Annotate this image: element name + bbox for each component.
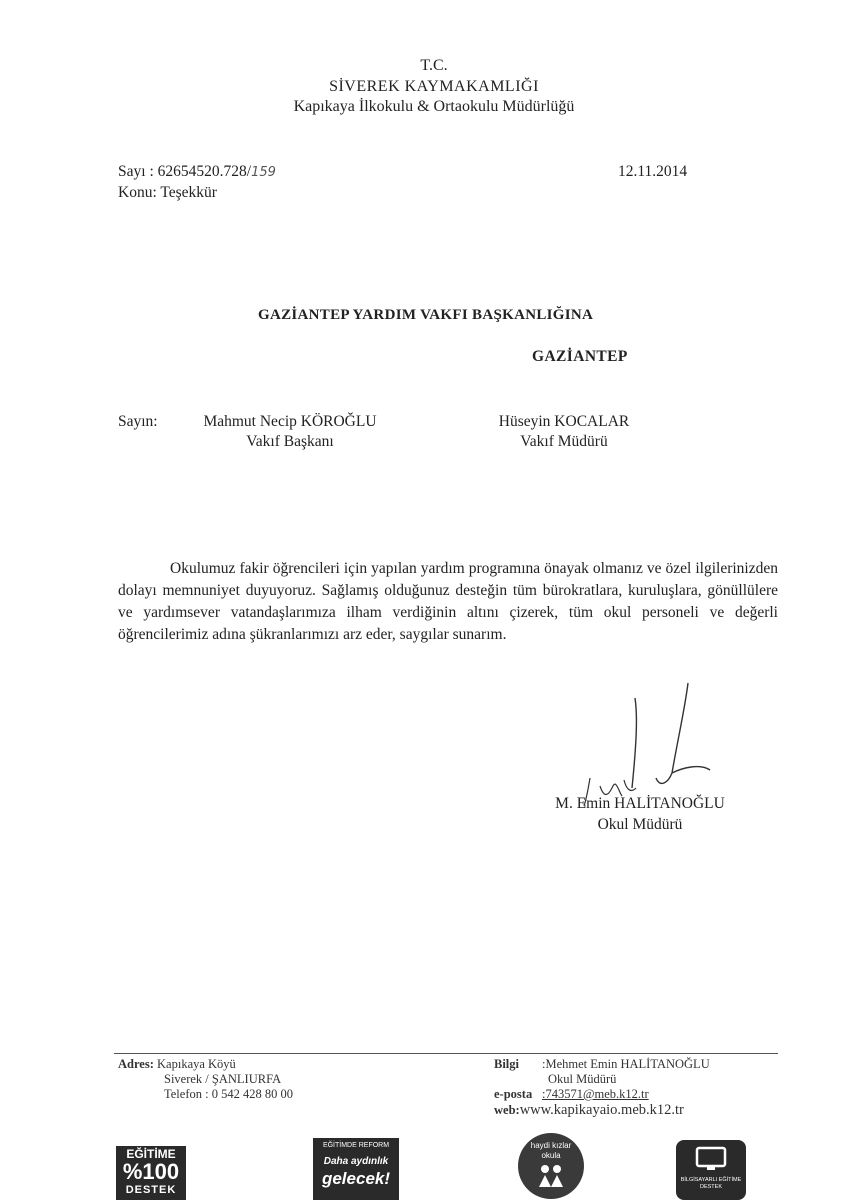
- bilgi-value: :Mehmet Emin HALİTANOĞLU: [542, 1057, 710, 1071]
- recipient-city: GAZİANTEP: [532, 348, 628, 365]
- signatory: [540, 795, 740, 834]
- letter-body: Okulumuz fakir öğrencileri için yapılan yardım programına önayak olmanız ve özel ilgilerinizden dolayı memnuniyet duyuyoruz. Sağlamış olduğunuz desteğin tüm bürokratlara, kuruluşlara, gönüllülere ve yardımsever vatandaşlarımıza ilham verdiğinin altını çizerek, tüm okul personeli ve değerli öğrencilerimiz adına şükranlarımızı arz eder, saygılar sunarım.: [118, 560, 778, 643]
- footer-divider: [114, 1053, 778, 1054]
- signatory-name: M. Emin HALİTANOĞLU: [555, 795, 725, 812]
- footer-address: [118, 1057, 293, 1102]
- logo1-line2: %100: [122, 1159, 180, 1184]
- konu-line: [118, 184, 217, 202]
- konu-label: Konu:: [118, 184, 157, 201]
- signatory-title: Okul Müdürü: [597, 816, 683, 833]
- addressee-1-role: Vakıf Başkanı: [246, 433, 334, 450]
- adres-label: Adres:: [118, 1057, 154, 1071]
- bilgi-role: Okul Müdürü: [548, 1072, 617, 1086]
- eposta-label: e-posta: [494, 1087, 533, 1101]
- sayi-label: Sayı: [118, 163, 146, 180]
- logo2-line3: gelecek!: [321, 1169, 391, 1188]
- logo3-text: haydi kızlar okula: [530, 1141, 572, 1160]
- bilgi-label: Bilgi: [494, 1057, 520, 1071]
- header-tc: T.C.: [420, 57, 448, 74]
- adres-line3: Telefon : 0 542 428 80 00: [164, 1087, 293, 1101]
- computer-monitor-icon: [694, 1146, 728, 1172]
- addressee-2-name: Hüseyin KOCALAR: [498, 413, 630, 430]
- logo1-line1: EĞİTİME: [126, 1147, 176, 1161]
- logo2-line1: EĞİTİMDE REFORM: [322, 1142, 390, 1149]
- sayi-line: [118, 163, 276, 181]
- sayi-value: : 62654520.728/: [149, 163, 252, 180]
- addressee-2-role: Vakıf Müdürü: [520, 433, 608, 450]
- logo4-text: BİLGİSAYARLI EĞİTİME DESTEK: [680, 1177, 742, 1190]
- logo2-line2: Daha aydınlık: [323, 1156, 389, 1167]
- eposta-link[interactable]: :743571@meb.k12.tr: [542, 1087, 649, 1101]
- children-figures-icon: [536, 1163, 566, 1189]
- document-date: 12.11.2014: [618, 163, 688, 180]
- logo-bilgisayarli-egitim: [676, 1140, 746, 1200]
- logo-egitime-destek: [116, 1146, 186, 1200]
- sayi-handwritten: 159: [251, 165, 276, 180]
- logo-haydi-kizlar: [518, 1133, 584, 1199]
- adres-line2: Siverek / ŞANLIURFA: [164, 1072, 282, 1086]
- web-link[interactable]: www.kapikayaio.meb.k12.tr: [519, 1102, 684, 1118]
- addressee-1: [190, 413, 390, 451]
- web-label: web:: [494, 1103, 520, 1117]
- adres-line1: Kapıkaya Köyü: [157, 1057, 236, 1071]
- header-institution: SİVEREK KAYMAKAMLIĞI: [329, 78, 539, 95]
- logo-egitimde-reform: [313, 1138, 399, 1200]
- footer-contact: [494, 1057, 710, 1118]
- header-school: Kapıkaya İlkokulu & Ortaokulu Müdürlüğü: [293, 98, 575, 115]
- addressee-2: [480, 413, 648, 451]
- konu-value: Teşekkür: [160, 184, 217, 201]
- sayin-label: Sayın:: [118, 413, 158, 430]
- addressee-1-name: Mahmut Necip KÖROĞLU: [203, 413, 377, 430]
- logo1-line3: DESTEK: [125, 1184, 177, 1196]
- recipient-title: GAZİANTEP YARDIM VAKFI BAŞKANLIĞINA: [258, 307, 594, 323]
